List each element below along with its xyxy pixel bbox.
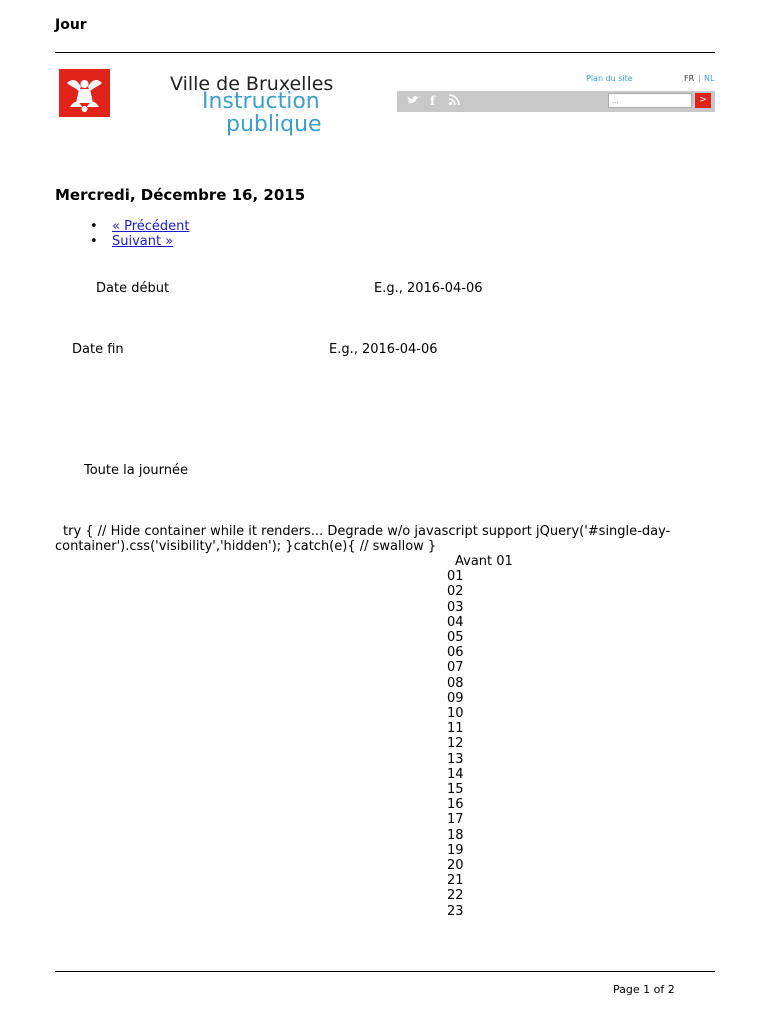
hour-label: 09 (447, 690, 464, 706)
lang-nl-link[interactable]: NL (704, 74, 715, 83)
brand-subtitle-line2: publique (226, 112, 322, 137)
all-day-label: Toute la journée (84, 463, 189, 478)
hour-label: Avant 01 (455, 554, 513, 569)
city-logo[interactable] (59, 69, 110, 117)
script-text-line1: try { // Hide container while it renders... Degrade w/o javascript support jQuery('#single-day- (63, 524, 671, 539)
facebook-icon[interactable]: f (430, 94, 436, 108)
bullet-icon: • (90, 219, 98, 234)
hour-label: 16 (447, 797, 464, 813)
brand-subtitle (202, 90, 322, 136)
date-end-label: Date fin (72, 342, 124, 357)
hour-label: 22 (447, 888, 464, 904)
utility-toolbar (397, 91, 715, 112)
hour-label: 11 (447, 721, 464, 737)
previous-link[interactable]: « Précédent (112, 219, 190, 234)
lang-separator: | (698, 74, 701, 83)
footer-divider (55, 971, 715, 972)
next-link[interactable]: Suivant » (112, 234, 174, 249)
rss-icon[interactable] (448, 93, 461, 110)
hour-label: 18 (447, 827, 464, 843)
hour-label: 07 (447, 660, 464, 676)
hour-label: 01 (447, 569, 464, 585)
hour-label: 23 (447, 903, 464, 919)
hour-label: 06 (447, 645, 464, 661)
date-start-hint: E.g., 2016-04-06 (374, 281, 483, 296)
hour-label: 15 (447, 782, 464, 797)
date-end-hint: E.g., 2016-04-06 (329, 342, 438, 357)
date-heading: Mercredi, Décembre 16, 2015 (55, 186, 306, 204)
page-header: Jour (55, 17, 87, 33)
brand-subtitle-line1: Instruction (202, 89, 320, 114)
hour-label: 02 (447, 584, 464, 600)
brand-title: Ville de Bruxelles (170, 73, 334, 95)
search-button[interactable]: > (695, 93, 711, 108)
hour-label: 03 (447, 599, 464, 615)
bullet-icon: • (90, 234, 98, 249)
hour-label: 20 (447, 858, 464, 873)
hour-label: 12 (447, 736, 464, 752)
hour-label: 14 (447, 766, 464, 782)
header-divider (55, 52, 715, 53)
hour-label: 10 (447, 706, 464, 721)
site-map-link[interactable]: Plan du site (586, 74, 633, 83)
hour-label: 19 (447, 842, 464, 858)
page-number: Page 1 of 2 (613, 983, 675, 996)
twitter-icon[interactable] (407, 93, 421, 111)
hour-label: 17 (447, 812, 464, 828)
hour-label: 13 (447, 751, 464, 767)
hour-label: 08 (447, 675, 464, 691)
hour-label: 21 (447, 873, 464, 889)
hour-label: 04 (447, 614, 464, 630)
date-start-label: Date début (96, 281, 170, 296)
search-input[interactable] (608, 93, 692, 108)
hour-label: 05 (447, 630, 464, 645)
lang-fr-link[interactable]: FR (684, 74, 695, 83)
script-text-line2: container').css('visibility','hidden'); }catch(e){ // swallow } (55, 539, 437, 554)
angel-emblem-icon (59, 69, 110, 117)
